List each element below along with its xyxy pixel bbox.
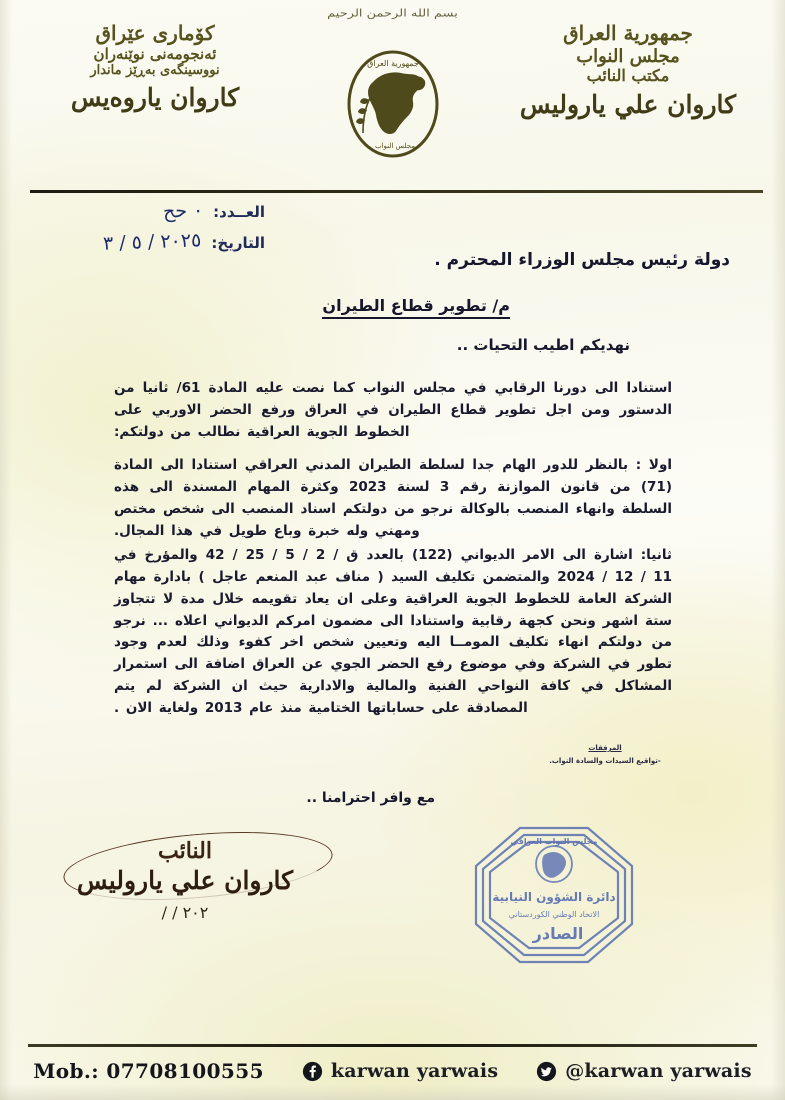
facebook-icon — [302, 1061, 323, 1082]
body-paragraph-3: ثانيا: اشارة الى الامر الديواني (122) بالعدد ق / 2 / 5 / 25 / 42 والمؤرخ في 11 / 12 / 2024 والمتضمن تكليف السيد ( مناف عبد المنعم عاجل ) بادارة مهام الشركة العامة للخطوط الجوية العراقية وعلى ان يعاد تقويمه خلال مدة لا تتجاوز ستة اشهر ونحن كجهة رقابية واستنادا الى مضمون امركم الديواني اعلاه ... نرجو من دولتكم انهاء تكليف المومــا اليه وتعيين شخص اخر كفوء وذلك لعدم وجود تطور في الشركة وفي موضوع رفع الحضر الجوي عن العراق اضافة الى استمرار المشاكل في كافة النواحي الفنية والمالية والادارية حيث ان الشركة لم يتم المصادقة على حساباتها الختامية منذ عام 2013 ولغاية الان . — [114, 547, 672, 717]
letterhead-ar-name: كاروان علي ياروليس — [519, 89, 737, 119]
stamp-line-mid: دائرة الشؤون النيابية — [492, 890, 616, 904]
attachments-item: -تواقيع السيدات والسادة النواب. — [549, 757, 661, 766]
reference-date-value: ٢٠٢٥ / ٥ / ٣ — [102, 229, 202, 255]
letterhead-kurdish — [10, 22, 300, 112]
signature-title: النائب — [158, 838, 212, 864]
basmala-text: بسم الله الرحمن الرحيم — [327, 7, 458, 20]
facebook-handle-label: karwan yarwais — [330, 1060, 499, 1082]
stamp-line-bottom: الصادر — [532, 924, 584, 943]
stamp-line-sub: الاتحاد الوطني الكوردستاني — [508, 910, 600, 919]
letterhead-arabic — [483, 22, 773, 119]
footer-bar — [0, 1050, 785, 1092]
twitter-handle-item[interactable] — [536, 1060, 752, 1082]
iraqi-parliament-emblem — [339, 38, 447, 166]
greeting-line: نهديكم اطيب التحيات .. — [456, 336, 630, 354]
official-round-stamp — [470, 822, 638, 968]
letterhead-ar-line2: مجلس النواب — [576, 45, 680, 67]
emblem-caption-bottom: مجلس النواب — [374, 142, 415, 150]
letterhead-ar-line1: جمهورية العراق — [563, 21, 693, 45]
facebook-handle-item[interactable] — [302, 1060, 498, 1082]
signature-block — [45, 838, 325, 922]
reference-date-row — [15, 231, 265, 253]
letterhead-ku-name: كاروان ياروه‌يس — [70, 82, 240, 112]
letterhead-ku-line2: ئه‌نجومه‌نی نوێنه‌ران — [93, 44, 217, 63]
letterhead-ar-line3: مكتب النائب — [586, 65, 670, 85]
body-paragraph-1: استنادا الى دورنا الرقابي في مجلس النواب كما نصت عليه المادة 61/ ثانيا من الدستور ومن اجل تطوير قطاع الطيران في العراق ورفع الحضر الاوربي على الخطوط الجوية العراقية نطالب من دولتكم: — [114, 380, 672, 440]
subject-line: م/ تطوير قطاع الطيران — [322, 296, 510, 319]
signature-date-stub: ٢٠٢ / / — [161, 903, 209, 922]
mobile-number-label: Mob.: 07708100555 — [33, 1059, 264, 1083]
reference-block — [15, 200, 265, 262]
twitter-handle-label: @karwan yarwais — [565, 1060, 752, 1082]
letterhead — [0, 0, 785, 186]
letterhead-ku-line3: نووسینگه‌ی به‌ڕێز ماندار — [90, 63, 220, 79]
reference-number-label: العــدد: — [213, 203, 265, 221]
closing-line: مع وافر احترامنا .. — [306, 790, 435, 806]
letterhead-ku-line1: كۆماری عێراق — [95, 21, 215, 45]
twitter-bird-icon — [536, 1061, 557, 1082]
addressee-line: دولة رئيس مجلس الوزراء المحترم . — [434, 250, 730, 270]
emblem-caption-top: جمهورية العراق — [366, 59, 419, 68]
body-paragraph-2: اولا : بالنظر للدور الهام جدا لسلطة الطيران المدني العراقي استنادا الى المادة (71) من قانون الموازنة رقم 3 لسنة 2023 وكثرة المهام المسندة الى هذه السلطة وانهاء المنصب بالوكالة نرجو من دولتكم اسناد المنصب الى شخص مختص ومهني وله خبرة وباع طويل في هذا المجال. — [114, 457, 672, 539]
reference-number-value: ٠ حح — [162, 199, 204, 223]
attachments-note — [520, 742, 690, 769]
signature-name: كاروان علي ياروليس — [76, 866, 294, 895]
attachments-title: المرفقات — [588, 744, 622, 752]
stamp-line-top: مجلس النواب العراقي — [510, 837, 598, 846]
footer-divider — [28, 1044, 757, 1047]
mobile-number-item — [33, 1059, 264, 1083]
reference-number-row — [15, 200, 265, 222]
reference-date-label: التاريخ: — [211, 234, 265, 252]
header-divider — [30, 190, 763, 193]
